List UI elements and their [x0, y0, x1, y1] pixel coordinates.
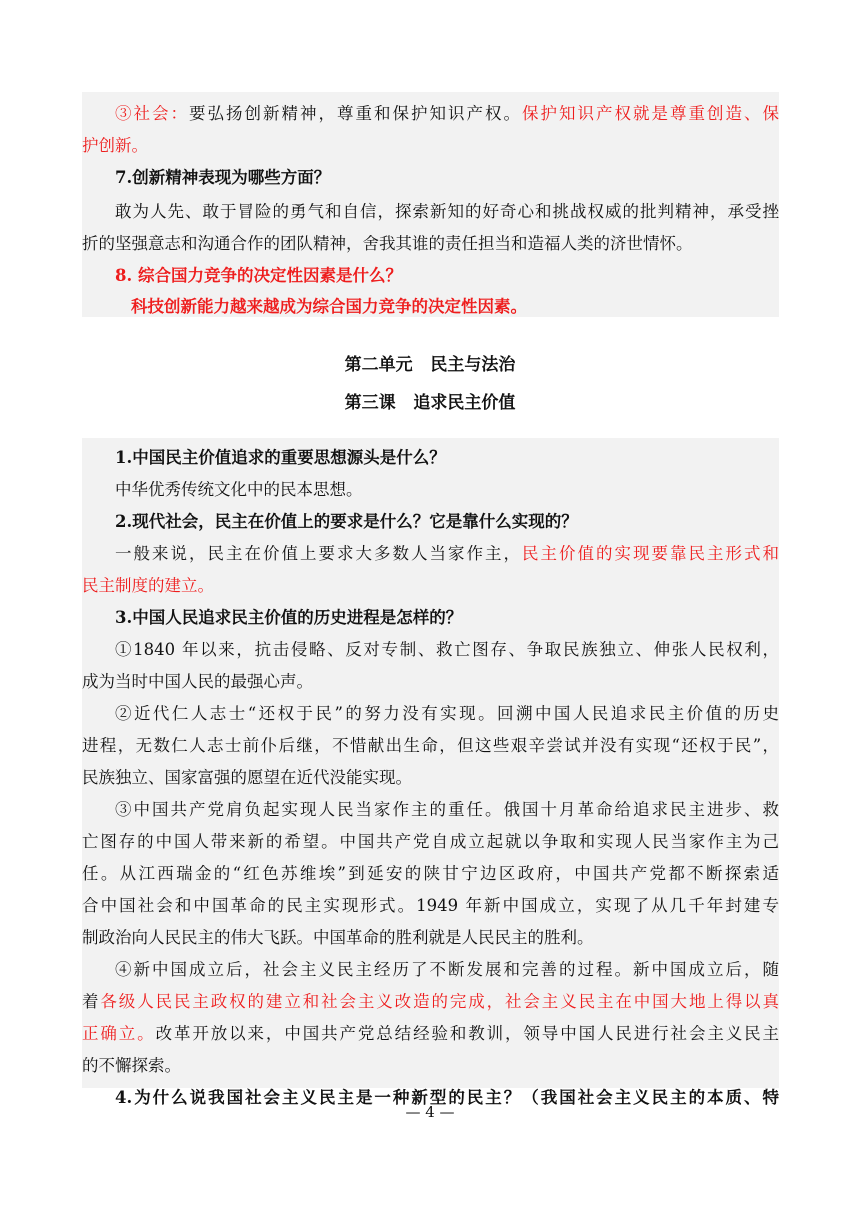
answer-3-p3-line-3: 任。从江西瑞金的“红色苏维埃”到延安的陕甘宁边区政府，中国共产党都不断探索适 [82, 864, 779, 883]
content-block-innovation [82, 92, 779, 317]
society-label: ③社会： [115, 104, 189, 123]
answer-7-line-2: 折的坚强意志和沟通合作的团队精神，舍我其谁的责任担当和造福人类的济世情怀。 [82, 234, 693, 253]
lesson-title-text: 第三课 追求民主价值 [344, 393, 516, 413]
answer-3-p1-line-1: ①1840 年以来，抗击侵略、反对专制、救亡图存、争取民族独立、伸张人民权利， [115, 640, 779, 659]
question-2: 2.现代社会，民主在价值上的要求是什么？它是靠什么实现的？ [115, 512, 578, 531]
unit-title-text: 第二单元 民主与法治 [344, 355, 516, 375]
answer-7-line-1: 敢为人先、敢于冒险的勇气和自信，探索新知的好奇心和挑战权威的批判精神，承受挫 [115, 202, 779, 221]
answer-3-p3-line-5: 制政治向人民民主的伟大飞跃。中国革命的胜利就是人民民主的胜利。 [82, 928, 594, 947]
page-number: — 4 — [405, 1103, 455, 1121]
paragraph-society-innovation-cont: 护创新。 [82, 136, 148, 155]
society-text: 要弘扬创新精神，尊重和保护知识产权。 [189, 104, 522, 123]
lesson-title [0, 388, 860, 418]
answer-3-p4-red-text: 各级人民民主政权的建立和社会主义改造的完成，社会主义民主在中国大地上得以真 [100, 992, 779, 1011]
answer-3-p4-line-1: ④新中国成立后，社会主义民主经历了不断发展和完善的过程。新中国成立后，随 [115, 960, 779, 979]
answer-3-p4-text: 着 [82, 992, 101, 1011]
answer-3-p4-text-2: 改革开放以来，中国共产党总结经验和教训，领导中国人民进行社会主义民主 [155, 1024, 779, 1043]
answer-3-p4-line-2 [82, 986, 779, 1018]
answer-2-line-1 [82, 538, 779, 570]
answer-3-p3-line-1: ③中国共产党肩负起实现人民当家作主的重任。俄国十月革命给追求民主进步、救 [115, 800, 779, 819]
answer-2-red-text: 民主价值的实现要靠民主形式和 [522, 544, 779, 563]
answer-3-p4-line-4: 的不懈探索。 [82, 1056, 181, 1075]
answer-3-p2-line-3: 民族独立、国家富强的愿望在近代没能实现。 [82, 768, 412, 787]
answer-3-p3-line-4: 合中国社会和中国革命的民主实现形式。1949 年新中国成立，实现了从几千年封建专 [82, 896, 779, 915]
content-block-democracy [82, 438, 779, 1088]
answer-3-p1-line-2: 成为当时中国人民的最强心声。 [82, 672, 313, 691]
answer-2-line-2: 民主制度的建立。 [82, 576, 214, 595]
answer-1: 中华优秀传统文化中的民本思想。 [115, 480, 363, 499]
answer-3-p4-line-3 [82, 1018, 779, 1050]
question-1: 1.中国民主价值追求的重要思想源头是什么？ [115, 448, 446, 467]
answer-3-p4-red-text-2: 正确立。 [82, 1024, 156, 1043]
question-8: 8. 综合国力竞争的决定性因素是什么？ [115, 266, 402, 285]
answer-3-p3-line-2: 亡图存的中国人带来新的希望。中国共产党自成立起就以争取和实现人民当家作主为己 [82, 832, 779, 851]
answer-3-p2-line-1: ②近代仁人志士“还权于民”的努力没有实现。回溯中国人民追求民主价值的历史 [115, 704, 779, 723]
answer-8: 科技创新能力越来越成为综合国力竞争的决定性因素。 [131, 297, 527, 316]
society-red-text: 保护知识产权就是尊重创造、保 [522, 104, 779, 123]
question-3: 3.中国人民追求民主价值的历史进程是怎样的？ [115, 608, 463, 627]
answer-2-text: 一般来说，民主在价值上要求大多数人当家作主， [115, 544, 522, 563]
question-4: 4.为什么说我国社会主义民主是一种新型的民主？（我国社会主义民主的本质、特 [115, 1088, 779, 1107]
question-7: 7.创新精神表现为哪些方面？ [115, 168, 331, 187]
paragraph-society-innovation [82, 98, 779, 130]
answer-3-p2-line-2: 进程，无数仁人志士前仆后继，不惜献出生命，但这些艰辛尝试并没有实现“还权于民”， [82, 736, 779, 755]
unit-title [0, 350, 860, 380]
